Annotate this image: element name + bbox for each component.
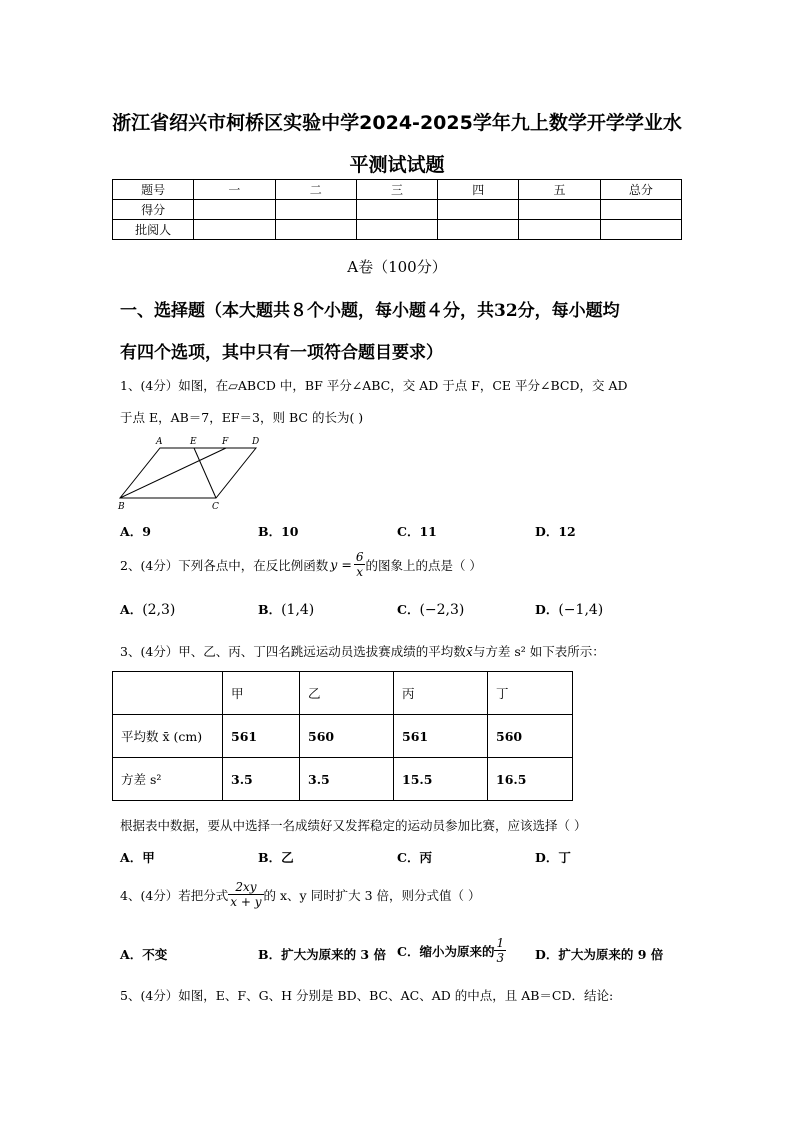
q2-option-d [535,600,603,618]
q3-option-c: C．丙 [397,850,432,865]
score-cell [600,200,681,220]
q2-option-c-letter: C． [397,602,420,617]
score-header-cell: 五 [519,180,600,200]
q3-header-cell: 乙 [300,672,394,715]
score-header-cell: 二 [275,180,356,200]
document-title-line2: 平测试试题 [349,154,445,176]
parallelogram-outline [120,448,256,498]
score-cell [600,220,681,240]
score-cell [356,220,437,240]
q2-option-a-value: (2,3) [142,602,176,618]
score-cell [275,200,356,220]
q2-option-b [258,600,314,618]
q3-header-cell: 丙 [394,672,488,715]
q4-option-c-den: 3 [496,951,505,965]
q4-option-b: B．扩大为原来的 3 倍 [258,947,386,962]
q4-option-c-fraction [494,936,506,965]
score-cell [519,200,600,220]
q3-mean-cell: 560 [488,715,573,758]
score-table [112,179,682,240]
q2-frac-den: x [356,565,364,579]
q4-option-a: A．不变 [120,947,168,962]
q1-option-d: D．12 [535,524,576,539]
part1-heading-line1: 一、选择题（本大题共８个小题，每小题４分，共32分，每小题均 [120,301,620,321]
q2-option-c-value: (−2,3) [419,602,465,618]
score-table-header-row [113,180,682,200]
label-a: A [156,437,163,447]
score-cell [438,200,519,220]
segment-ce [194,448,216,498]
q1-option-b: B．10 [258,524,299,539]
q3-variance-label: 方差 s² [113,758,223,801]
label-f: F [222,437,229,447]
q2-prefix: 2、(4分）下列各点中，在反比例函数 [120,557,329,573]
score-header-cell: 总分 [600,180,681,200]
score-header-cell: 四 [438,180,519,200]
score-cell [194,200,275,220]
section-a-heading: A卷（100分） [347,258,447,276]
q2-frac-num: 6 [355,550,364,564]
q3-xbar: x̄ [465,644,473,659]
label-b: B [118,502,125,512]
score-header-cell: 一 [194,180,275,200]
q2-option-a-letter: A． [120,602,143,617]
q4-frac-den: x + y [230,895,262,909]
q5-text-line1: 5、(4分）如图，E、F、G、H 分别是 BD、BC、AC、AD 的中点，且 AB＝CD．结论: [120,988,614,1003]
q3-mean-row [113,715,573,758]
q4-fraction [228,880,263,909]
score-cell [194,220,275,240]
q3-question: 根据表中数据，要从中选择一名成绩好又发挥稳定的运动员参加比赛，应该选择（ ） [120,818,587,833]
q3-mean-cell: 561 [223,715,300,758]
q4-option-c-text: C．缩小为原来的 [397,943,495,959]
q2-suffix: 的图象上的点是（ ） [365,557,482,573]
q3-prefix: 3、(4分）甲、乙、丙、丁四名跳远运动员选拔赛成绩的平均数 [120,644,466,659]
q3-mean-cell: 560 [300,715,394,758]
q3-variance-row [113,758,573,801]
q2-option-c [397,600,464,618]
q2-option-d-value: (−1,4) [558,602,604,618]
label-c: C [212,502,219,512]
q2-option-b-value: (1,4) [281,602,315,618]
q3-variance-cell: 15.5 [394,758,488,801]
q3-option-b: B．乙 [258,850,294,865]
q3-option-a: A．甲 [120,850,155,865]
q1-text-line2: 于点 E，AB＝7，EF＝3，则 BC 的长为( ) [120,410,364,425]
q3-header-cell: 甲 [223,672,300,715]
q2-fraction [354,550,366,579]
score-cell [519,220,600,240]
label-e: E [190,437,197,447]
q3-mean-cell: 561 [394,715,488,758]
q4-option-c [397,936,506,965]
score-cell [356,200,437,220]
label-d: D [252,437,260,447]
score-cell [275,220,356,240]
q3-suffix: 与方差 s² 如下表所示： [472,644,605,659]
q3-header-cell [113,672,223,715]
q4-option-d: D．扩大为原来的 9 倍 [535,947,664,962]
q1-option-a: A．9 [120,524,151,539]
q4-frac-num: 2xy [228,880,263,895]
q4-text [120,880,480,909]
q2-func-lhs: y = [330,557,352,572]
q1-text-line1: 1、(4分）如图，在▱ABCD 中，BF 平分∠ABC，交 AD 于点 F，CE 平分∠BCD，交 AD [120,378,628,393]
q2-option-b-letter: B． [258,602,282,617]
q3-table-header-row [113,672,573,715]
q3-text [120,642,605,660]
score-table-row [113,200,682,220]
q3-option-d: D．丁 [535,850,571,865]
document-title-line1: 浙江省绍兴市柯桥区实验中学2024-2025学年九上数学开学学业水 [112,112,682,134]
q3-mean-label: 平均数 x̄ (cm) [113,715,223,758]
q4-prefix: 4、(4分）若把分式 [120,887,229,903]
segment-bf [120,448,226,498]
score-row-label: 批阅人 [113,220,194,240]
score-header-cell: 题号 [113,180,194,200]
score-header-cell: 三 [356,180,437,200]
q4-option-c-num: 1 [496,936,505,950]
q3-header-cell: 丁 [488,672,573,715]
q4-suffix: 的 x、y 同时扩大 3 倍，则分式值（ ） [263,887,481,903]
q1-option-c: C．11 [397,524,437,539]
q1-parallelogram-figure [116,434,266,512]
q2-text [120,550,482,579]
q3-variance-cell: 3.5 [223,758,300,801]
q3-data-table [112,671,573,801]
score-row-label: 得分 [113,200,194,220]
score-cell [438,220,519,240]
q2-option-d-letter: D． [535,602,559,617]
part1-heading-line2: 有四个选项，其中只有一项符合题目要求） [120,343,443,363]
score-table-row [113,220,682,240]
q3-variance-cell: 16.5 [488,758,573,801]
q3-variance-cell: 3.5 [300,758,394,801]
q2-option-a [120,600,175,618]
